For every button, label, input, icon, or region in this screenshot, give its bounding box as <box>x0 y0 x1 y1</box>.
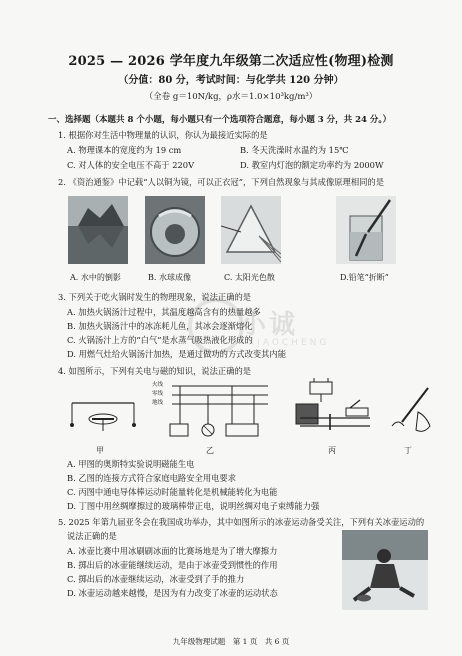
pencil-in-water-photo <box>336 196 396 264</box>
wire-label-neutral: 零线 <box>152 391 164 397</box>
q4-stem: 4. 如图所示，下列有关电与磁的知识，说法正确的是 <box>58 366 252 376</box>
constants-note: （全卷 g＝10N/kg，ρ水＝1.0×10³kg/m³） <box>144 92 318 102</box>
q2-caption-a: A. 水中的倒影 <box>70 273 121 282</box>
exam-subtitle: （分值：80 分，考试时间：与化学共 120 分钟） <box>118 75 344 86</box>
q5-option-d: D. 冰壶运动越来越慢，是因为有力改变了冰壶的运动状态 <box>67 588 278 598</box>
water-ball-photo <box>145 196 205 264</box>
watermark-subtext: XIAOCHENG <box>248 338 330 348</box>
motor-rail-diagram <box>290 378 374 440</box>
q5-option-c: C. 掷出后的冰壶继续运动，冰壶受到了手的推力 <box>67 574 245 584</box>
q1-stem: 1. 根据你对生活中物理量的认识，你认为最接近实际的是 <box>58 130 268 140</box>
q4-option-c: C. 丙图中通电导体棒运动时能量转化是机械能转化为电能 <box>67 487 278 497</box>
q2-caption-b: B. 水球成像 <box>148 273 191 282</box>
q2-stem: 2. 《资治通鉴》中记载“人以铜为镜，可以正衣冠”，下列自然现象与其成像原理相同的是 <box>58 177 385 187</box>
q1-option-a: A. 物理课本的宽度约为 19 cm <box>67 145 182 155</box>
q3-option-c: C. 火锅汤汁上方的“白气”是水蒸气吸热液化形成的 <box>67 335 253 345</box>
q5-stem-line1: 5. 2025 年第九届亚冬会在我国成功举办，其中如图所示的冰壶运动备受关注，下列有关冰壶运动的 <box>58 517 425 527</box>
wire-label-live: 火线 <box>152 382 164 388</box>
page-footer: 九年级物理试题 第 1 页 共 6 页 <box>172 637 290 646</box>
fig-label-ding: 丁 <box>404 446 412 455</box>
q4-option-a: A. 甲图的奥斯特实验说明磁能生电 <box>67 459 195 469</box>
q2-caption-d: D.铅笔“折断” <box>340 273 389 282</box>
reflection-photo <box>68 196 128 264</box>
watermark-text: 小诚 <box>240 310 299 340</box>
section-heading: 一、选择题（本题共 8 个小题，每小题只有一个选项符合题意，每小题 3 分，共 24 分。） <box>48 115 392 125</box>
fig-label-yi: 乙 <box>206 446 214 455</box>
q1-option-c: C. 对人体的安全电压不高于 220V <box>67 160 195 170</box>
fig-label-bing: 丙 <box>328 446 336 455</box>
q5-stem-line2: 说法正确的是 <box>67 531 117 541</box>
fig-label-jia: 甲 <box>96 446 104 455</box>
q1-option-d: D. 教室内灯泡的额定功率约为 2000W <box>240 160 384 170</box>
q4-option-b: B. 乙图的连接方式符合家庭电路安全用电要求 <box>67 473 237 483</box>
curling-photo <box>342 530 428 610</box>
oersted-experiment-diagram <box>68 383 138 439</box>
wire-label-ground: 地线 <box>152 400 164 406</box>
household-circuit-diagram <box>150 380 270 442</box>
prism-dispersion-photo <box>221 196 281 264</box>
q3-option-a: A. 加热火锅汤汁过程中，其温度越高含有的热量越多 <box>67 307 261 317</box>
q5-option-a: A. 冰壶比赛中用冰刷刷冰面的比赛场地是为了增大摩擦力 <box>67 546 278 556</box>
q4-option-d: D. 丁图中用丝绸摩擦过的玻璃棒带正电，说明丝绸对电子束缚能力强 <box>67 501 320 511</box>
exam-title: 2025 — 2026 学年度九年级第二次适应性(物理)检测 <box>68 54 394 69</box>
q3-stem: 3. 下列关于吃火锅时发生的物理现象，说法正确的是 <box>58 292 252 302</box>
q5-option-b: B. 掷出后的冰壶能继续运动，是由于冰壶受到惯性的作用 <box>67 560 278 570</box>
q3-option-b: B. 加热火锅汤汁中的冰冻耗儿鱼，其冰会逐渐熔化 <box>67 321 253 331</box>
q1-option-b: B. 冬天洗澡时水温约为 15℃ <box>240 145 349 155</box>
charged-rod-diagram <box>388 382 438 440</box>
q2-caption-c: C. 太阳光色散 <box>224 273 275 282</box>
q3-option-d: D. 用燃气灶给火锅汤汁加热，是通过做功的方式改变其内能 <box>67 349 287 359</box>
